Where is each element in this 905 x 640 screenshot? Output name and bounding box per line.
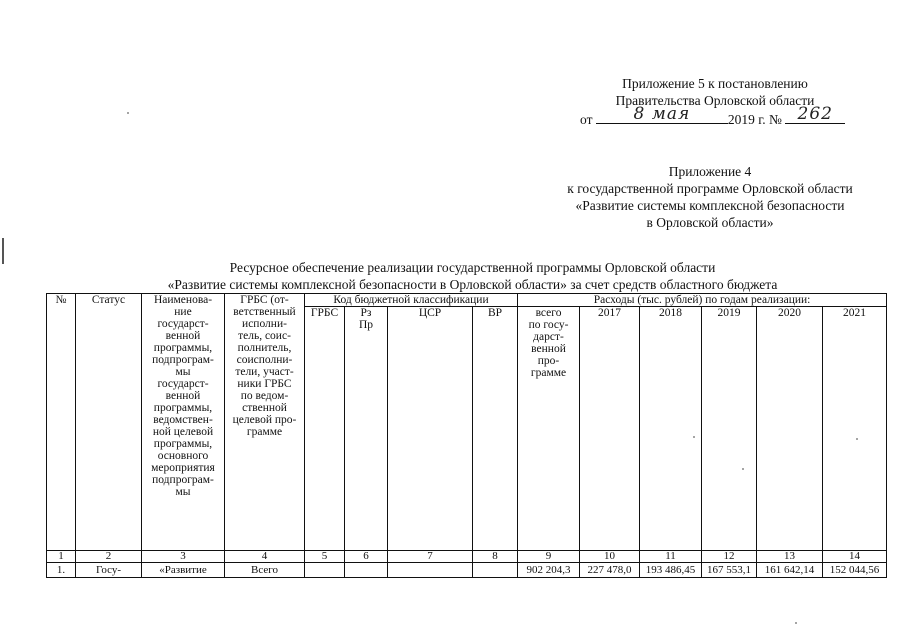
column-number: 1: [47, 551, 76, 563]
document-title-line1: Ресурсное обеспечение реализации государственной программы Орловской области: [229, 260, 716, 275]
number-blank: [785, 104, 845, 124]
column-number: 10: [580, 551, 640, 563]
column-number: 7: [388, 551, 473, 563]
row-2019: 167 553,1: [702, 563, 757, 578]
appendix-4-line2: к государственной программе Орловской области: [567, 181, 853, 196]
appendix-4-header: [500, 163, 905, 231]
scan-edge-mark: [2, 238, 4, 264]
date-year: 2019 г. №: [727, 112, 782, 127]
row-num: 1.: [47, 563, 76, 578]
appendix-5-header: [560, 75, 870, 128]
column-number: 6: [345, 551, 388, 563]
col-header-csr: ЦСР: [388, 307, 473, 551]
col-header-2017: 2017: [580, 307, 640, 551]
date-blank: [596, 104, 728, 124]
table-row: [47, 563, 887, 578]
date-prefix: от: [580, 112, 593, 127]
resolution-date-line: [560, 104, 870, 128]
row-grbs: [305, 563, 345, 578]
col-header-2019: 2019: [702, 307, 757, 551]
row-status: Госу-: [76, 563, 142, 578]
col-header-2018: 2018: [640, 307, 702, 551]
row-2020: 161 642,14: [757, 563, 823, 578]
row-grbs-responsible: Всего: [225, 563, 305, 578]
scan-speck: [127, 112, 129, 114]
column-number: 3: [142, 551, 225, 563]
col-header-grbs: ГРБС: [305, 307, 345, 551]
column-number: 13: [757, 551, 823, 563]
appendix-4-line1: Приложение 4: [668, 164, 752, 179]
row-2017: 227 478,0: [580, 563, 640, 578]
resource-table: [46, 293, 887, 578]
col-header-vr: ВР: [473, 307, 518, 551]
column-number: 5: [305, 551, 345, 563]
row-rzpr: [345, 563, 388, 578]
handwritten-date: 8 мая: [633, 104, 691, 124]
col-header-grbs-responsible: ГРБС (от- ветственный исполни- тель, соис- полнитель, соисполни- тели, участ- ники ГРБС по ведом- ственной целевой про- грамме: [225, 294, 305, 551]
col-header-expenses: Расходы (тыс. рублей) по годам реализации:: [518, 294, 887, 307]
col-header-2020: 2020: [757, 307, 823, 551]
appendix-5-line2: Правительства Орловской области: [615, 93, 815, 108]
column-number: 11: [640, 551, 702, 563]
col-header-name: Наименова- ние государст- венной программы, подпрограм- мы государст- венной программы, ведомствен- ной целевой программы, основного мероприятия подпрограм- мы: [142, 294, 225, 551]
row-2018: 193 486,45: [640, 563, 702, 578]
column-number: 14: [823, 551, 887, 563]
col-header-budget-code: Код бюджетной классификации: [305, 294, 518, 307]
col-header-rzpr: Рз Пр: [345, 307, 388, 551]
column-number: 12: [702, 551, 757, 563]
handwritten-number: 262: [797, 104, 833, 124]
col-header-2021: 2021: [823, 307, 887, 551]
col-header-total: всего по госу- дарст- венной про- грамме: [518, 307, 580, 551]
row-csr: [388, 563, 473, 578]
column-number: 2: [76, 551, 142, 563]
scan-speck: [795, 622, 797, 624]
column-number: 9: [518, 551, 580, 563]
row-2021: 152 044,56: [823, 563, 887, 578]
column-number: 4: [225, 551, 305, 563]
document-title: [60, 259, 885, 293]
row-total: 902 204,3: [518, 563, 580, 578]
col-header-num: №: [47, 294, 76, 551]
table-header-row-1: [47, 294, 887, 307]
appendix-4-line3: «Развитие системы комплексной безопасности: [575, 198, 845, 213]
row-name: «Развитие: [142, 563, 225, 578]
column-number-row: [47, 551, 887, 563]
appendix-4-line4: в Орловской области»: [646, 215, 774, 230]
document-title-line2: «Развитие системы комплексной безопасности в Орловской области» за счет средств областного бюджета: [167, 277, 778, 292]
appendix-5-line1: Приложение 5 к постановлению: [622, 76, 808, 91]
column-number: 8: [473, 551, 518, 563]
col-header-status: Статус: [76, 294, 142, 551]
row-vr: [473, 563, 518, 578]
